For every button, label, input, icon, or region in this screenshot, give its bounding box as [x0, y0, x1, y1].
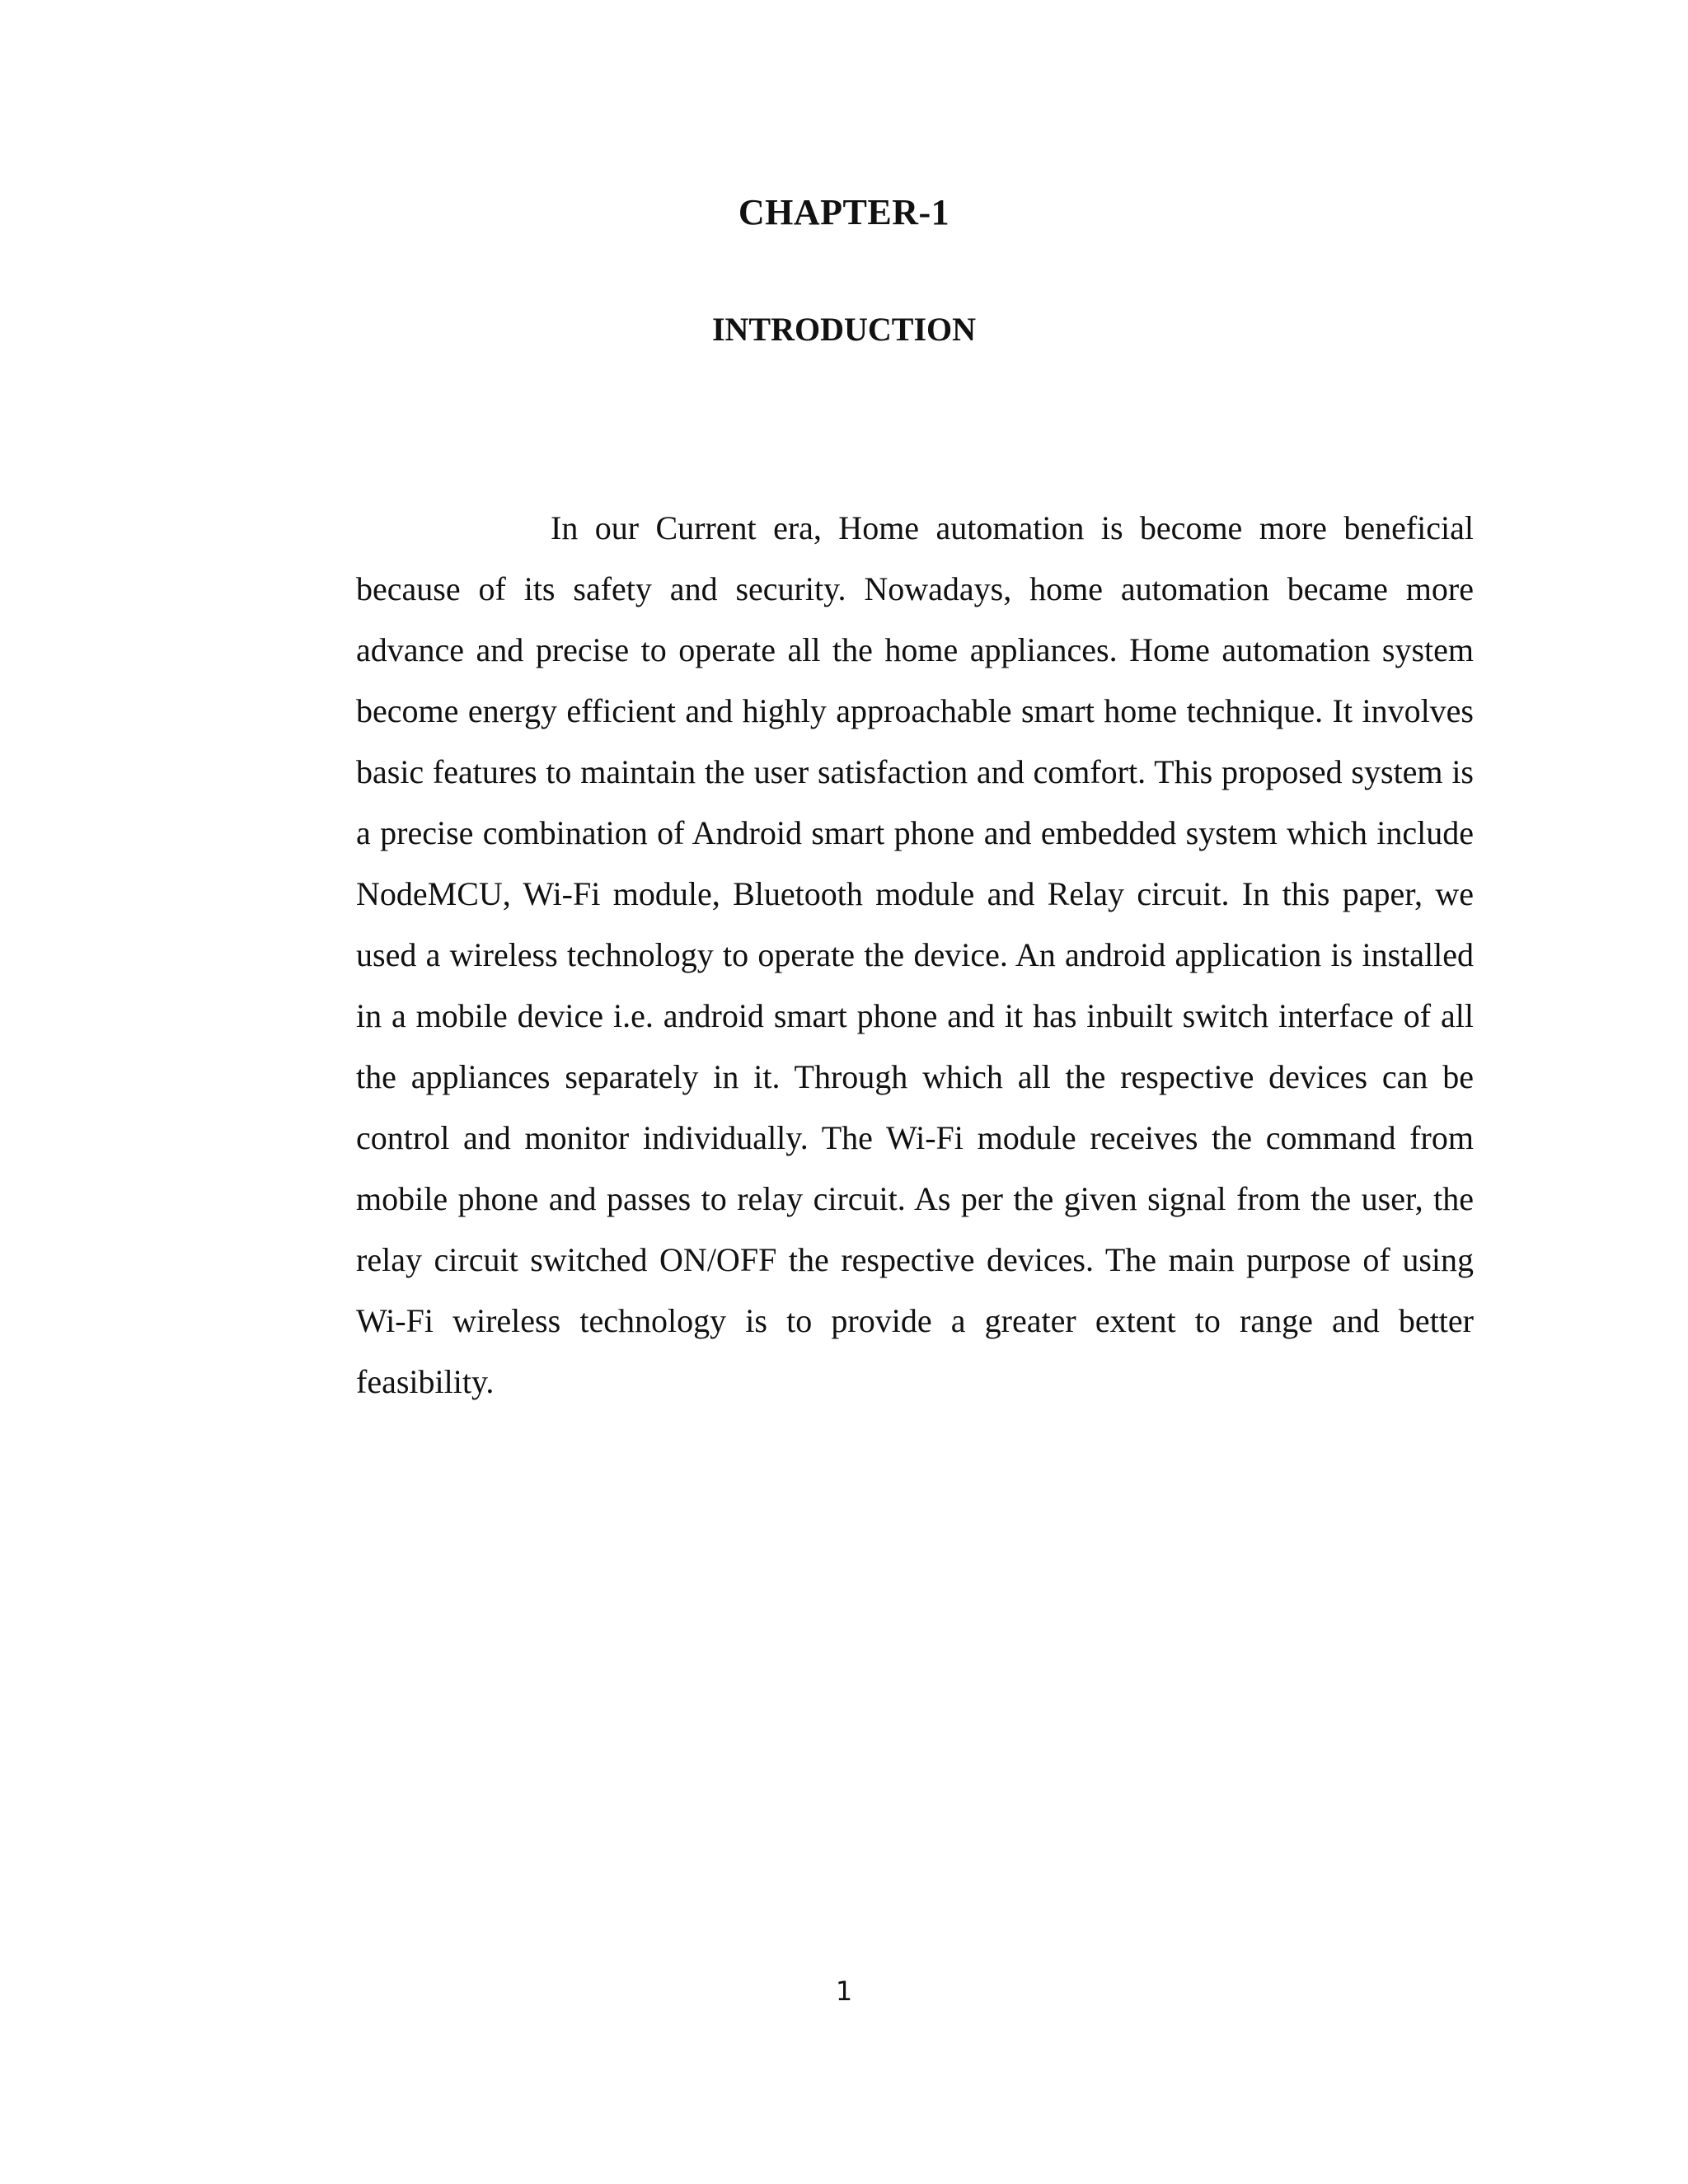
introduction-paragraph: In our Current era, Home automation is become more beneficial because of its safety and security. Nowadays, home automation became more advance and precise to operate all the home appliances. Home automation system become energy efficient and highly approachable smart home technique. It involves basic features to maintain the user satisfaction and comfort. This proposed system is a precise combination of Android smart phone and embedded system which include NodeMCU, Wi-Fi module, Bluetooth module and Relay circuit. In this paper, we used a wireless technology to operate the device. An android application is installed in a mobile device i.e. android smart phone and it has inbuilt switch interface of all the appliances separately in it. Through which all the respective devices can be control and monitor individually. The Wi-Fi module receives the command from mobile phone and passes to relay circuit. As per the given signal from the user, the relay circuit switched ON/OFF the respective devices. The main purpose of using Wi-Fi wireless technology is to provide a greater extent to range and better feasibility. [356, 509, 1474, 1400]
page-number: 1 [835, 1975, 853, 2007]
section-heading: INTRODUCTION [711, 311, 977, 348]
chapter-heading: CHAPTER-1 [738, 192, 950, 232]
